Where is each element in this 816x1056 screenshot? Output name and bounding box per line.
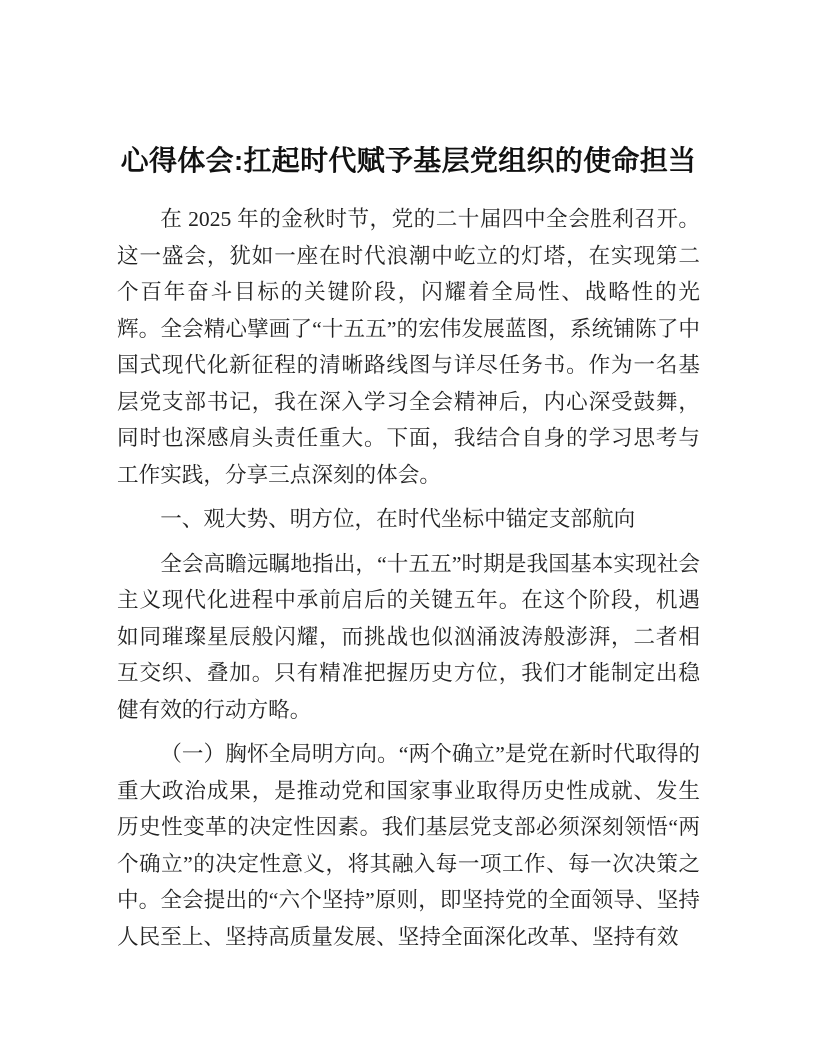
section-heading-1: 一、观大势、明方位，在时代坐标中锚定支部航向 — [160, 507, 636, 531]
paragraph-point-one: （一）胸怀全局明方向。“两个确立”是党在新时代取得的重大政治成果，是推动党和国家事业取得历史性成就、发生历史性变革的决定性因素。我们基层党支部必须深刻领悟“两个确立”的决定性意义，将其融入每一项工作、每一次决策之中。全会提出的“六个坚持”原则，即坚持党的全面领导、坚持人民至上、坚持高质量发展、坚持全面深化改革、坚持有效 — [117, 742, 700, 949]
document-content — [117, 139, 700, 963]
document-title: 心得体会:扛起时代赋予基层党组织的使命担当 — [120, 145, 697, 176]
paragraph-section1-overview: 全会高瞻远瞩地指出，“十五五”时期是我国基本实现社会主义现代化进程中承前启后的关键五年。在这个阶段，机遇如同璀璨星辰般闪耀，而挑战也似汹涌波涛般澎湃，二者相互交织、叠加。只有精准把握历史方位，我们才能制定出稳健有效的行动方略。 — [117, 551, 700, 722]
paragraph-introduction: 在 2025 年的金秋时节，党的二十届四中全会胜利召开。这一盛会，犹如一座在时代浪潮中屹立的灯塔，在实现第二个百年奋斗目标的关键阶段，闪耀着全局性、战略性的光辉。全会精心擘画了“十五五”的宏伟发展蓝图，系统铺陈了中国式现代化新征程的清晰路线图与详尽任务书。作为一名基层党支部书记，我在深入学习全会精神后，内心深受鼓舞，同时也深感肩头责任重大。下面，我结合自身的学习思考与工作实践，分享三点深刻的体会。 — [117, 207, 700, 487]
